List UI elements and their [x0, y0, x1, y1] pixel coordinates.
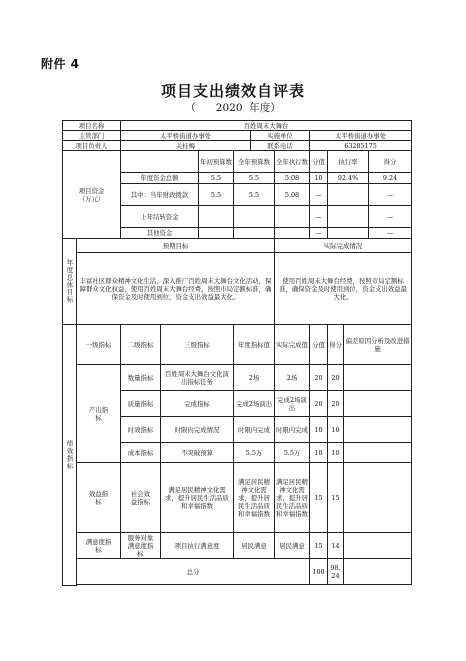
target-cell: 5.5万 [234, 443, 275, 463]
level2-cell: 成本指标 [121, 443, 161, 463]
level2-cell: 服务对象满意度指标 [121, 533, 161, 559]
budget-start-header: 年初预算数 [199, 151, 234, 173]
score-value-cell: 15 [310, 533, 328, 559]
actual-cell: 2场 [275, 365, 310, 391]
reason-cell [344, 533, 412, 559]
target-cell: 居民满意 [234, 533, 275, 559]
score-value-cell: 20 [310, 391, 328, 417]
fund-rate: 92.4% [328, 173, 369, 184]
performance-label: 绩效指标 [63, 325, 77, 586]
level3-cell: 项目执行满意度 [161, 533, 234, 559]
actual-completion-text: 使用百姓周末大舞台经费，按照市局定额标准，确保资金及时使用到位，资金支出效益最大化。 [275, 253, 412, 325]
level3-cell: 时限内完成情况 [161, 417, 234, 443]
fund-row-name: 其中：当年财政拨款 [121, 184, 199, 206]
project-name-label: 项目名称 [63, 121, 121, 131]
total-label: 总分 [77, 559, 310, 585]
score-cell: 14 [328, 533, 344, 559]
level2-cell: 时效指标 [121, 417, 161, 443]
fund-row-name: 年度资金总额 [121, 173, 199, 184]
impl-label: 实施单位 [251, 131, 310, 141]
leader-value: 关桂梅 [121, 141, 251, 151]
actual-header: 实际完成值 [275, 325, 310, 365]
fund-score-value: 10 [310, 173, 328, 184]
score-value-cell: 10 [310, 443, 328, 463]
fund-score-value: — [310, 206, 328, 228]
actual-cell: 时限内完成 [275, 417, 310, 443]
expected-goal-header: 预期目标 [77, 239, 275, 253]
benefit-indicator-label: 效益指标 [77, 463, 121, 533]
total-reason [344, 559, 412, 585]
annual-goals-label: 年度总体目标 [63, 239, 77, 325]
expected-goal-text: 丰富社区群众精神文化生活，深入推广百姓周末大舞台文化活动，保障群众文化权益，使用百姓周末大舞台经费，按照市局定额标准，确保资金及时使用到位，资金支出效益最大化。 [77, 253, 275, 325]
fund-executed: 5.08 [275, 184, 310, 206]
actual-cell: 居民满意 [275, 533, 310, 559]
actual-cell: 5.5万 [275, 443, 310, 463]
level1-header: 一级指标 [77, 325, 121, 365]
target-cell: 时限内完成 [234, 417, 275, 443]
fund-rate [328, 184, 369, 206]
fund-row-name: 上年结转资金 [121, 206, 199, 228]
fund-budget-full: 5.5 [234, 184, 275, 206]
dept-label: 主管部门 [63, 131, 121, 141]
year-line: （ 2020 年度） [185, 102, 281, 114]
fund-executed: 5.08 [275, 173, 310, 184]
executed-header: 全年执行数 [275, 151, 310, 173]
rate-header: 执行率 [328, 151, 369, 173]
reason-cell [344, 443, 412, 463]
reason-header: 偏差原因分析及改进措施 [344, 325, 412, 365]
score-value-header: 分值 [310, 325, 328, 365]
score-cell: 20 [328, 365, 344, 391]
score-value-cell: 20 [310, 365, 328, 391]
reason-cell [344, 417, 412, 443]
budget-full-header: 全年预算数 [234, 151, 275, 173]
fund-score: 9.24 [369, 173, 412, 184]
level2-cell: 数量指标 [121, 365, 161, 391]
fund-budget-start [199, 206, 234, 228]
score-value-cell: 15 [310, 463, 328, 533]
actual-completion-header: 实际完成情况 [275, 239, 412, 253]
fund-executed [275, 206, 310, 228]
score-cell: 10 [328, 417, 344, 443]
target-cell: 完成2场演出 [234, 391, 275, 417]
fund-score-value: — [310, 228, 328, 239]
level3-cell: 百姓周末大舞台文化演出指标任务 [161, 365, 234, 391]
score-header: 得分 [328, 325, 344, 365]
phone-value: 63285175 [310, 141, 412, 151]
fund-budget-start [199, 228, 234, 239]
level2-cell: 质量指标 [121, 391, 161, 417]
level3-cell: 不突破预算 [161, 443, 234, 463]
score-cell: 20 [328, 391, 344, 417]
total-score: 98.24 [328, 559, 344, 585]
target-cell: 2场 [234, 365, 275, 391]
fund-rate [328, 206, 369, 228]
impl-value: 太平桥街道办事处 [310, 131, 412, 141]
total-score-value: 100 [310, 559, 328, 585]
fund-rate [328, 228, 369, 239]
fund-row-name: 其他资金 [121, 228, 199, 239]
fund-score-value: — [310, 184, 328, 206]
self-evaluation-table [62, 120, 412, 586]
score-value-header: 分值 [310, 151, 328, 173]
score-cell: 15 [328, 463, 344, 533]
attachment-label: 附件 4 [41, 57, 80, 71]
output-indicator-label: 产出指标 [77, 365, 121, 463]
fund-score: — [369, 184, 412, 206]
score-header: 得分 [369, 151, 412, 173]
actual-cell: 满足居民精神文化需求，提升居民生活品质和幸福指数 [275, 463, 310, 533]
funds-header-blank [121, 151, 199, 173]
leader-label: 项目负责人 [63, 141, 121, 151]
fund-budget-start: 5.5 [199, 173, 234, 184]
fund-budget-full: 5.5 [234, 173, 275, 184]
level2-header: 二级指标 [121, 325, 161, 365]
fund-budget-full [234, 206, 275, 228]
funds-label: 项目资金 （万元） [63, 151, 121, 239]
page-title: 项目支出绩效自评表 [160, 82, 305, 100]
score-cell: 10 [328, 443, 344, 463]
level3-cell: 满足居民精神文化需求，提升居民生活品质和幸福指数 [161, 463, 234, 533]
actual-cell: 完成2场演出 [275, 391, 310, 417]
fund-score: — [369, 206, 412, 228]
project-name-value: 百姓周末大舞台 [121, 121, 412, 131]
reason-cell [344, 391, 412, 417]
dept-value: 太平桥街道办事处 [121, 131, 251, 141]
phone-label: 联系电话 [251, 141, 310, 151]
fund-budget-full [234, 228, 275, 239]
fund-score: — [369, 228, 412, 239]
reason-cell [344, 463, 412, 533]
target-header: 年度指标值 [234, 325, 275, 365]
score-value-cell: 10 [310, 417, 328, 443]
reason-cell [344, 365, 412, 391]
level3-header: 三级指标 [161, 325, 234, 365]
target-cell: 满足居民精神文化需求，提升居民生活品质和幸福指数 [234, 463, 275, 533]
satisfaction-indicator-label: 满意度指标 [77, 533, 121, 559]
fund-executed [275, 228, 310, 239]
level2-cell: 社会效益指标 [121, 463, 161, 533]
level3-cell: 完成指标 [161, 391, 234, 417]
fund-budget-start: 5.5 [199, 184, 234, 206]
